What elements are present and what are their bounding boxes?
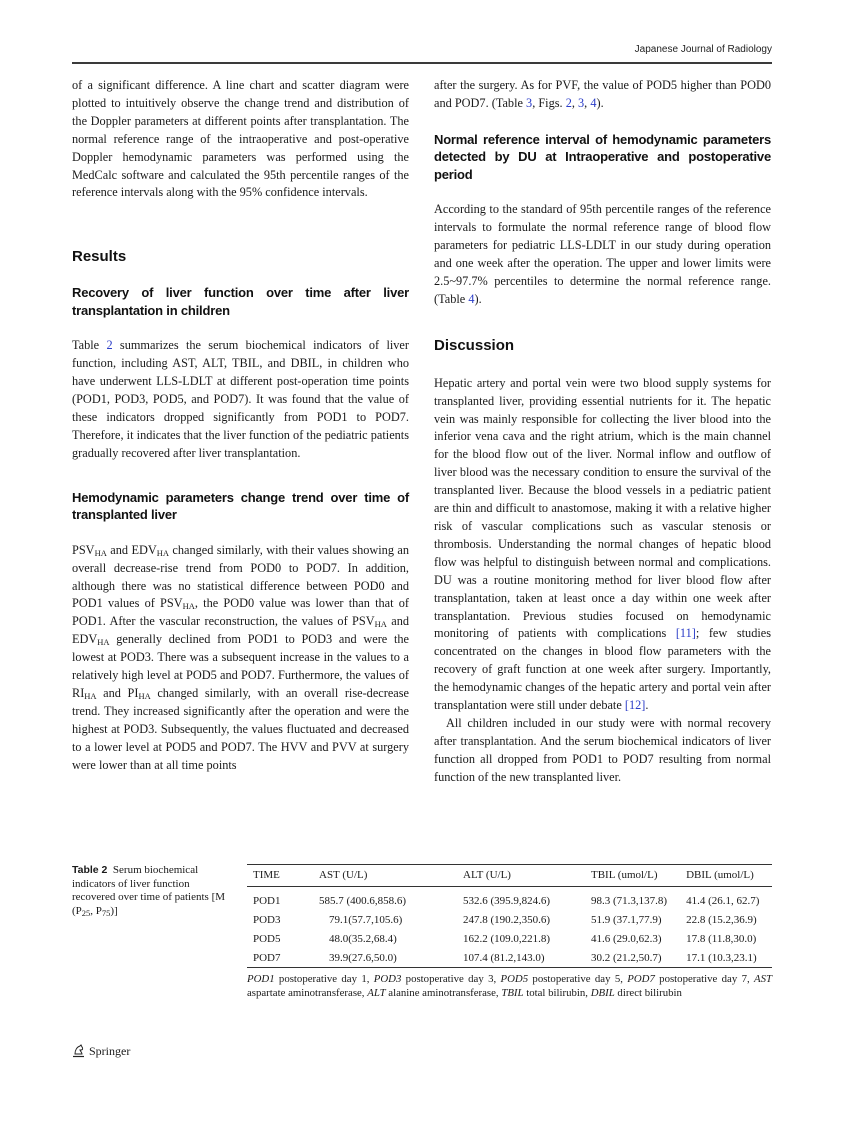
abbr: ALT xyxy=(367,986,386,999)
cell-tbil: 30.2 (21.2,50.7) xyxy=(591,951,662,964)
intro-paragraph: of a significant difference. A line chart and scatter diagram were plotted to intuitively observe the change trend and distribution of the Doppler parameters at different points after transplantation. The normal reference range of the intraoperative and post-operative Doppler hemodynamic parameters was performed using the MedCalc software and calculated the 95th percentile ranges of the reference intervals along with the 95% confidence intervals. xyxy=(72,78,409,200)
liver-function-table xyxy=(247,864,772,968)
running-head: Japanese Journal of Radiology xyxy=(634,44,772,55)
text-run: . xyxy=(645,698,649,713)
subsection-reference-interval-text xyxy=(434,201,771,308)
subscript: HA xyxy=(94,547,107,558)
abbr-def: total bilirubin, xyxy=(523,986,591,999)
text-run: and PI xyxy=(96,685,139,700)
cell-time: POD7 xyxy=(253,951,281,964)
text-run: changed similarly, with an overall rise-decrease trend. They increased significantly after the operation and were the highest at POD3. Subsequently, the values fluctuated and decreased to a lower level at POD5 and POD7. The HVV and PVV at surgery were lower than at all time points xyxy=(72,685,409,772)
text-run: changed similarly, with their values showing an overall decrease-rise trend from POD0 to POD7. In addition, although there was no statistical difference between POD0 and POD1 values of PSV xyxy=(72,542,409,611)
table-2-caption xyxy=(72,864,232,918)
cell-alt: 247.8 (190.2,350.6) xyxy=(463,913,551,926)
subscript: HA xyxy=(84,690,97,701)
col-header-tbil: TBIL (umol/L) xyxy=(591,869,658,881)
cell-tbil: 51.9 (37.1,77.9) xyxy=(591,913,662,926)
figure-3-link[interactable]: 3 xyxy=(578,95,585,110)
abbr-def: alanine aminotransferase, xyxy=(385,986,502,999)
cell-dbil: 22.8 (15.2,36.9) xyxy=(686,913,757,926)
publisher-logo xyxy=(72,1044,130,1059)
springer-horse-icon xyxy=(72,1044,85,1059)
abbr-def: postoperative day 5, xyxy=(528,973,628,985)
table-header-row xyxy=(247,865,772,887)
text-run: summarizes the serum biochemical indicators of liver function, including AST, ALT, TBIL, and DBIL, in children who have underwent LLS-LDLT at different post-operation time points (POD1, POD3, POD5, and POD7). It was found that the value of these indicators dropped significantly from POD1 to POD7. Therefore, it indicates that the liver function of the pediatric patients gradually recovered after liver transplantation. xyxy=(72,338,409,460)
discussion-heading: Discussion xyxy=(434,336,515,354)
cell-tbil: 41.6 (29.0,62.3) xyxy=(591,932,662,945)
subscript: 25 xyxy=(81,907,91,918)
subscript: 75 xyxy=(101,907,111,918)
table-row xyxy=(247,948,772,968)
abbr: POD7 xyxy=(627,973,655,985)
citation-12-link[interactable]: [12] xyxy=(624,698,646,713)
subsection-reference-interval-heading: Normal reference interval of hemodynamic parameters detected by DU at Intraoperative and postoperative period xyxy=(434,131,771,182)
caption-text: , P xyxy=(90,904,102,917)
abbr: TBIL xyxy=(501,986,524,999)
caption-text: Serum biochemical indicators of liver function recovered over time of patients [M (P xyxy=(72,864,226,917)
table-label: Table 2 xyxy=(72,864,108,876)
subscript: HA xyxy=(182,601,195,612)
text-run: generally declined from POD1 to POD3 and were the lowest at POD3. There was a subsequent increase in the values to a relatively high level at POD5 and POD7. Furthermore, the values of RI xyxy=(72,632,409,700)
abbr: POD3 xyxy=(373,973,402,985)
caption-text: )] xyxy=(110,904,118,917)
abbr-def: direct bilirubin xyxy=(614,986,682,999)
subsection-hemodynamic-text xyxy=(72,542,409,775)
cell-dbil: 41.4 (26.1, 62.7) xyxy=(686,894,760,907)
text-run: , the POD0 value was lower than that of POD1. After the vascular reconstruction, the values of PSV xyxy=(72,596,409,629)
cell-alt: 162.2 (109.0,221.8) xyxy=(463,932,551,945)
figure-2-link[interactable]: 2 xyxy=(565,95,572,110)
cell-dbil: 17.8 (11.8,30.0) xyxy=(686,932,757,945)
discussion-paragraph-1 xyxy=(434,375,771,715)
cell-ast: 79.1(57.7,105.6) xyxy=(329,913,403,926)
table-2-footnote xyxy=(247,973,772,1000)
text-run: and EDV xyxy=(72,614,409,647)
cell-time: POD3 xyxy=(253,913,281,926)
subscript: HA xyxy=(374,619,387,630)
subsection-liver-function-heading: Recovery of liver function over time after liver transplantation in children xyxy=(72,285,409,318)
abbr: POD5 xyxy=(500,973,529,985)
table-4-link[interactable]: 4 xyxy=(468,291,475,306)
col-header-alt: ALT (U/L) xyxy=(463,869,511,881)
table-row xyxy=(247,929,772,948)
text-run: According to the standard of 95th percentile ranges of the reference intervals to formulate the normal reference range of blood flow parameters for pediatric LLS-LDLT in our study during operation and one week after the operation. The upper and lower limits were 2.5~97.7% percentiles to determine the normal reference range. (Table xyxy=(434,202,771,306)
text-run: , xyxy=(571,95,578,110)
cell-ast: 48.0(35.2,68.4) xyxy=(329,932,397,945)
table-3-link[interactable]: 3 xyxy=(526,95,533,110)
subscript: HA xyxy=(97,637,110,648)
col-header-dbil: DBIL (umol/L) xyxy=(686,869,754,881)
cell-tbil: 98.3 (71.3,137.8) xyxy=(591,894,668,907)
abbr-def: postoperative day 7, xyxy=(654,973,754,985)
cell-time: POD1 xyxy=(253,894,281,907)
text-run: , Figs. xyxy=(532,95,566,110)
figure-4-link[interactable]: 4 xyxy=(590,95,597,110)
cell-ast: 39.9(27.6,50.0) xyxy=(329,951,397,964)
table-2 xyxy=(247,864,772,968)
table-row xyxy=(247,910,772,929)
cell-ast: 585.7 (400.6,858.6) xyxy=(319,894,407,907)
abbr-def: postoperative day 3, xyxy=(401,973,501,985)
subsection-liver-function-text xyxy=(72,337,409,462)
text-run: ). xyxy=(596,95,604,110)
abbr-def: postoperative day 1, xyxy=(274,973,374,985)
abbr-def: aspartate aminotransferase, xyxy=(247,986,368,999)
text-run: ). xyxy=(474,291,482,306)
table-row xyxy=(247,887,772,911)
right-column xyxy=(434,77,771,787)
cell-dbil: 17.1 (10.3,23.1) xyxy=(686,951,757,964)
text-run: Table xyxy=(72,338,107,353)
discussion-paragraph-2: All children included in our study were with normal recovery after transplantation. And the serum biochemical indicators of liver function all dropped from POD1 to POD7 resulting from normal function of the new transplanted liver. xyxy=(434,715,771,784)
text-run: , xyxy=(584,95,591,110)
abbr: POD1 xyxy=(247,973,275,985)
text-run: PSV xyxy=(72,542,95,557)
cell-alt: 532.6 (395.9,824.6) xyxy=(463,894,551,907)
table-2-link[interactable]: 2 xyxy=(106,338,113,353)
text-run: ; few studies concentrated on the changes in blood flow parameters with the recovery of graft function at one week after surgery. Importantly, the hemodynamic changes of the hepatic artery and portal vein after transplantation were still under debate xyxy=(434,626,771,713)
publisher-name: Springer xyxy=(89,1044,131,1058)
col-header-ast: AST (U/L) xyxy=(319,869,368,881)
cell-alt: 107.4 (81.2,143.0) xyxy=(463,951,545,964)
subscript: HA xyxy=(138,690,151,701)
results-heading: Results xyxy=(72,248,127,266)
text-run: Hepatic artery and portal vein were two blood supply systems for transplanted liver, providing essential nutrients for it. The hepatic vein was mainly responsible for collecting the liver blood into the inferior vena cava and the right atrium, which is the main channel for the blood flow out of the liver. Normal inflow and outflow of liver blood was the necessary condition to ensure the survival of the transplanted liver. Because the blood vessels in a pediatric patient are thin and difficult to anastomose, making it with a relative higher risk of vascular complications such as vascular stenosis or thrombosis. Understanding the normal changes of hepatic blood flow was helpful to distinguish between normal and complications. DU was a routine monitoring method for liver blood flow after transplantation, taken at least once a day within one week after transplantation. Previous studies focused on hemodynamic monitoring of patients with complications xyxy=(434,375,771,641)
left-column xyxy=(72,77,409,774)
continuation-paragraph xyxy=(434,77,771,113)
subscript: HA xyxy=(156,547,169,558)
col-header-time: TIME xyxy=(253,869,280,881)
citation-11-link[interactable]: [11] xyxy=(675,626,696,641)
subsection-hemodynamic-heading: Hemodynamic parameters change trend over time of transplanted liver xyxy=(72,489,409,523)
text-run: and EDV xyxy=(106,542,157,557)
abbr: DBIL xyxy=(590,986,615,999)
header-rule xyxy=(72,62,772,64)
abbr: AST xyxy=(754,973,772,985)
text-run: after the surgery. As for PVF, the value of POD5 higher than POD0 and POD7. (Table xyxy=(434,78,771,110)
cell-time: POD5 xyxy=(253,932,281,945)
